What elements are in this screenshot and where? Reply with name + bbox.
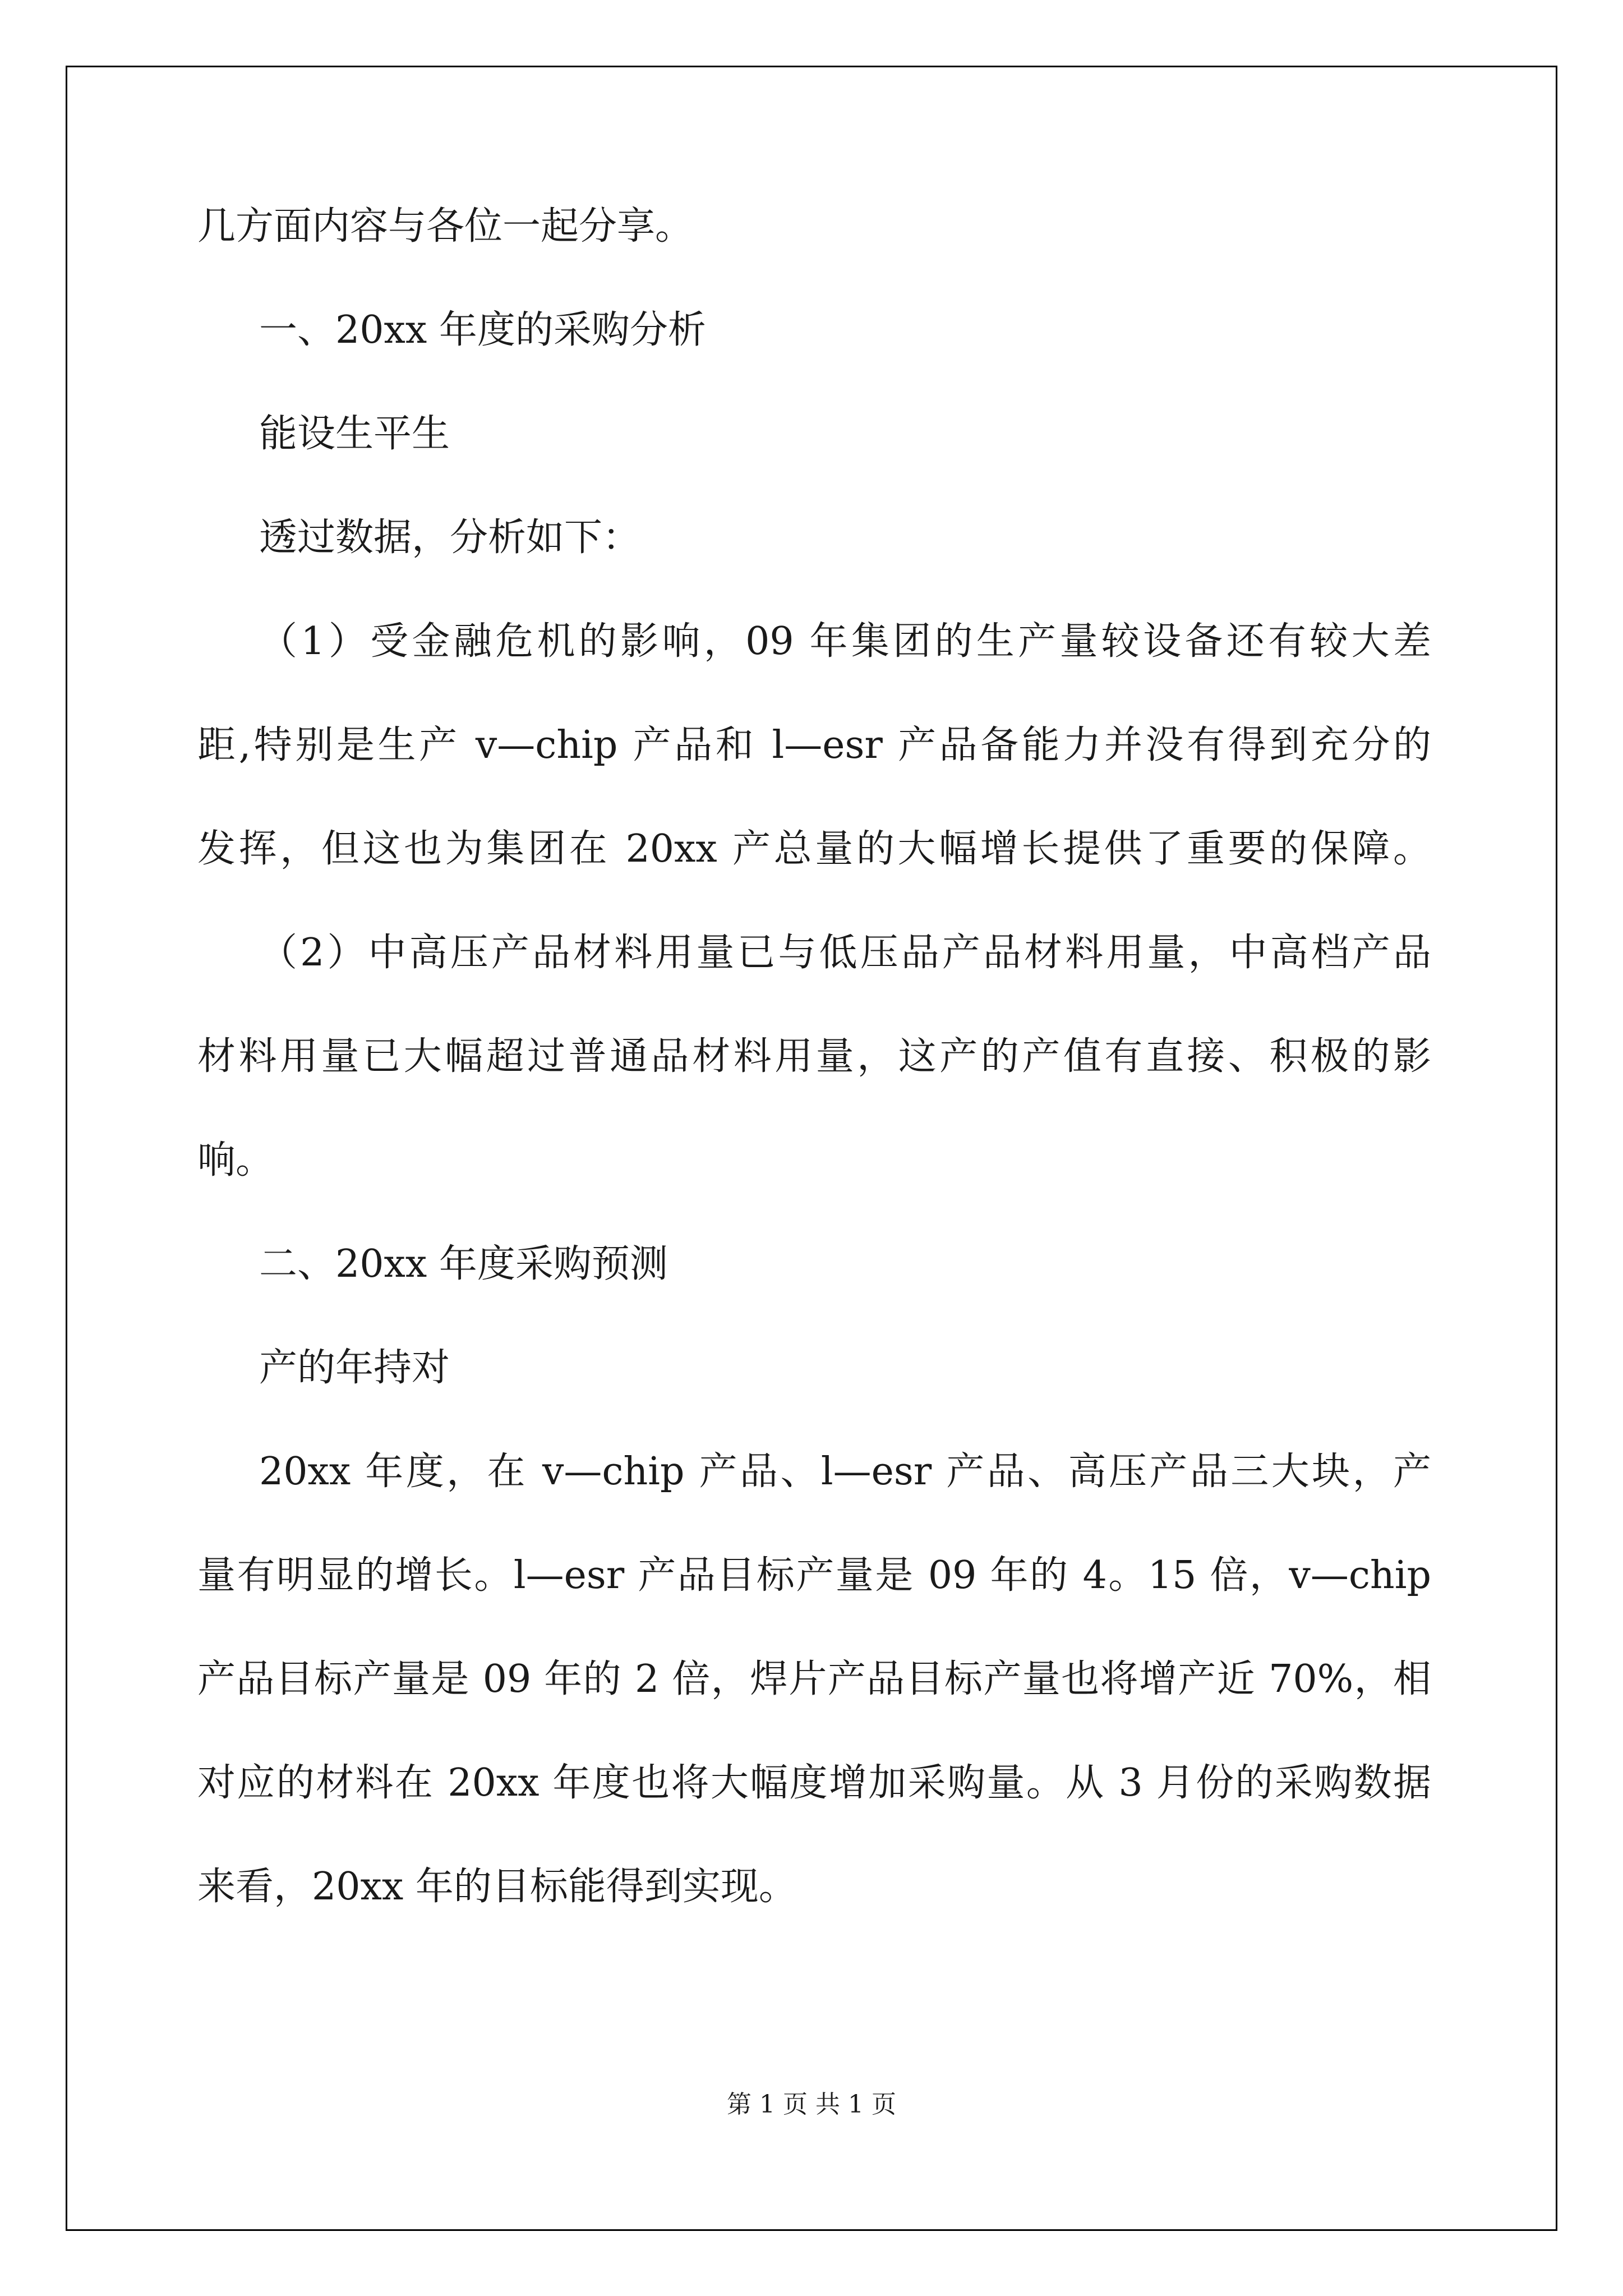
paragraph-line: 产的年持对 (259, 1346, 450, 1390)
paragraph-line: 来看，20xx 年的目标能得到实现。 (197, 1865, 797, 1909)
paragraph-line: 几方面内容与各位一起分享。 (197, 204, 694, 249)
paragraph-line: 距,特别是生产 v—chip 产品和 l—esr 产品备能力并没有得到充分的 (197, 723, 1431, 767)
paragraph-line: 透过数据，分析如下： (259, 516, 641, 560)
paragraph-line: 能设生平生 (259, 412, 450, 456)
paragraph-line: （2）中高压产品材料用量已与低压品产品材料用量，中高档产品 (259, 931, 1431, 975)
paragraph-line: 产品目标产量是 09 年的 2 倍，焊片产品目标产量也将增产近 70%，相 (197, 1657, 1431, 1701)
paragraph-line: 量有明显的增长。l—esr 产品目标产量是 09 年的 4。15 倍，v—chip (197, 1553, 1431, 1598)
section-heading: 一、20xx 年度的采购分析 (259, 308, 706, 352)
paragraph-line: （1）受金融危机的影响，09 年集团的生产量较设备还有较大差 (259, 619, 1431, 664)
paragraph-line: 材料用量已大幅超过普通品材料用量，这产的产值有直接、积极的影 (197, 1034, 1431, 1079)
paragraph-line: 发挥，但这也为集团在 20xx 产总量的大幅增长提供了重要的保障。 (197, 827, 1431, 871)
paragraph-line: 20xx 年度，在 v—chip 产品、l—esr 产品、高压产品三大块，产 (259, 1450, 1431, 1494)
paragraph-line: 响。 (197, 1138, 274, 1182)
section-heading: 二、20xx 年度采购预测 (259, 1242, 668, 1286)
page-footer: 第 1 页 共 1 页 (727, 2090, 896, 2119)
paragraph-line: 对应的材料在 20xx 年度也将大幅度增加采购量。从 3 月份的采购数据 (197, 1761, 1431, 1805)
